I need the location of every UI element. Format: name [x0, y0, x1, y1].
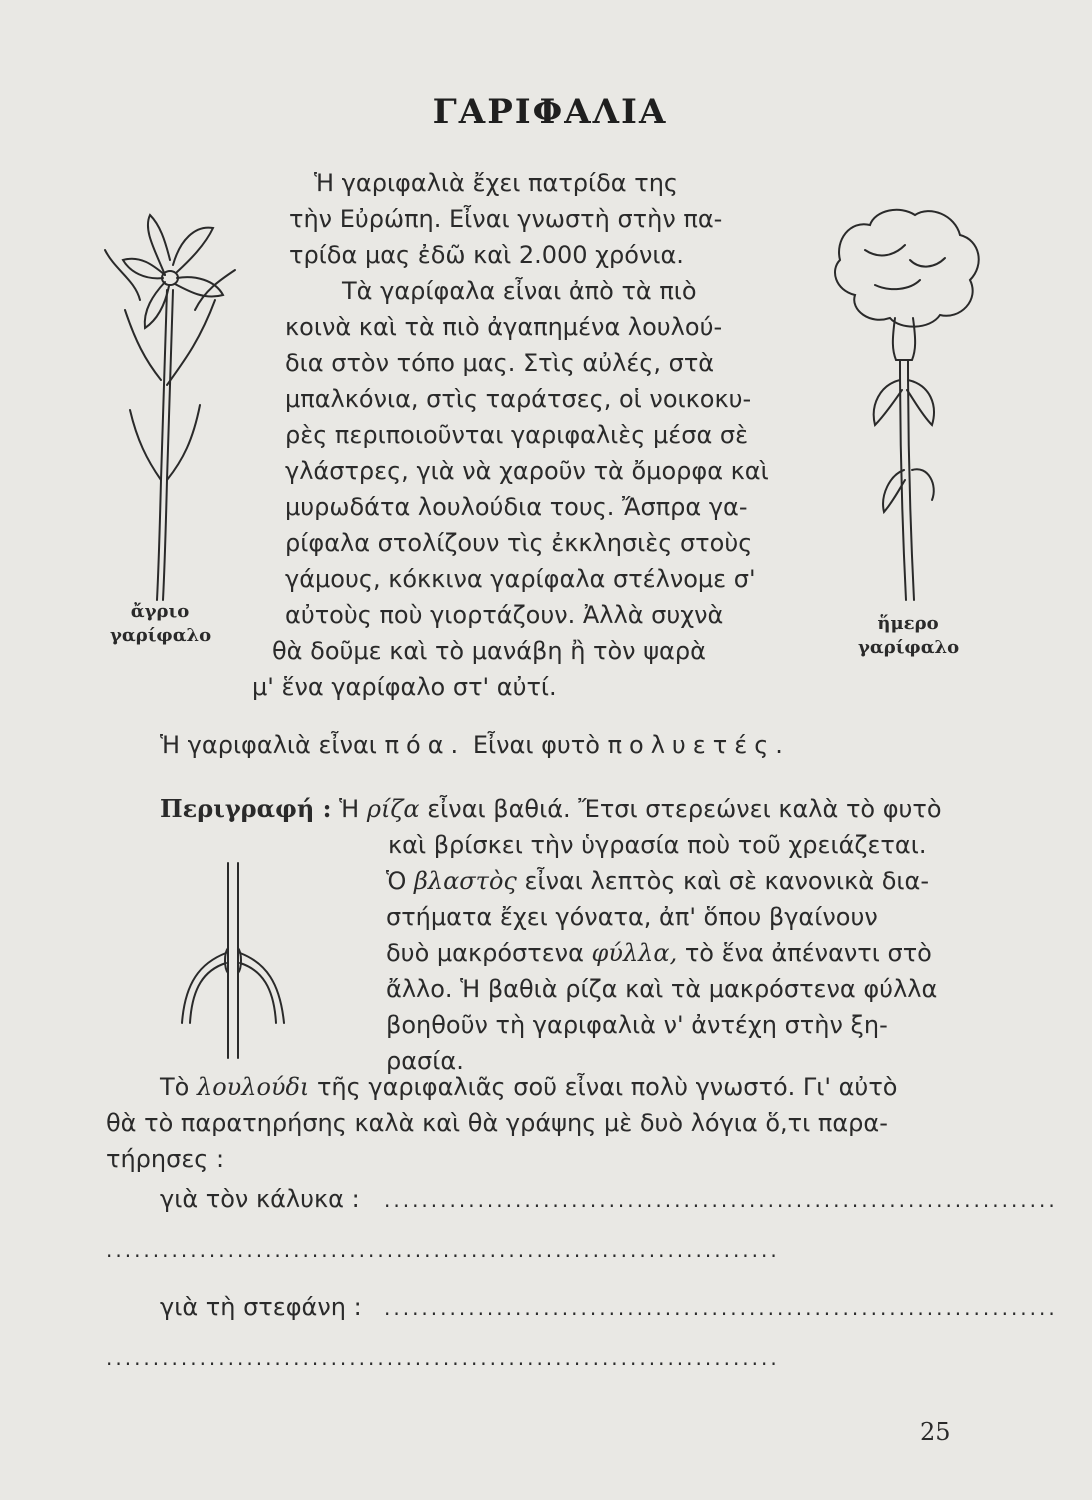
description-line-1: [160, 794, 942, 824]
intro-line: Τὰ γαρίφαλα εἶναι ἀπὸ τὰ πιὸ: [342, 277, 697, 305]
wild-carnation-illustration: [95, 180, 245, 620]
intro-line: θὰ δοῦμε καὶ τὸ μανάβη ἢ τὸν ψαρὰ: [272, 637, 706, 665]
description-text: τὸ ἕνα ἀπέναντι στὸ: [684, 939, 932, 967]
term-leaves: φύλλα,: [591, 939, 678, 967]
wild-caption-line2: γαρίφαλο: [110, 625, 212, 646]
calyx-answer-line[interactable]: ........................................................................: [384, 1188, 1058, 1212]
crown-label: γιὰ τὴ στεφάνη :: [160, 1293, 362, 1321]
calyx-answer-line-2[interactable]: ........................................................................: [106, 1238, 780, 1262]
description-line-3: [386, 866, 929, 896]
domestic-carnation-illustration: [820, 200, 990, 620]
plant-type-perennial: πολυετές.: [607, 731, 790, 759]
term-stem: βλαστὸς: [414, 867, 517, 895]
description-text: εἶναι λεπτὸς καὶ σὲ κανονικὰ δια-: [524, 867, 930, 895]
flower-text: Τὸ: [160, 1073, 190, 1101]
plant-type-prefix: Ἡ γαριφαλιὰ εἶναι: [160, 731, 377, 759]
description-line-5: [386, 938, 932, 968]
intro-line: γάμους, κόκκινα γαρίφαλα στέλνομε σ': [285, 565, 756, 593]
intro-line: μ' ἕνα γαρίφαλο στ' αὐτί.: [252, 673, 557, 701]
crown-answer-line-2[interactable]: ........................................................................: [106, 1346, 780, 1370]
description-line-7: βοηθοῦν τὴ γαριφαλιὰ ν' ἀντέχη στὴν ξη-: [386, 1011, 888, 1039]
term-flower: λουλούδι: [196, 1073, 310, 1101]
intro-line: μυρωδάτα λουλούδια τους. Ἄσπρα γα-: [285, 493, 748, 521]
description-label: Περιγραφή :: [160, 794, 332, 823]
crown-answer-line[interactable]: ........................................................................: [384, 1296, 1058, 1320]
intro-line: αὐτοὺς ποὺ γιορτάζουν. Ἀλλὰ συχνὰ: [285, 601, 724, 629]
description-text: δυὸ μακρόστενα: [386, 939, 584, 967]
flower-text: τῆς γαριφαλιᾶς σοῦ εἶναι πολὺ γνωστό. Γι' αὐτὸ: [316, 1073, 898, 1101]
wild-caption-line1: ἄγριο: [130, 601, 190, 622]
plant-type-mid: Εἶναι φυτὸ: [472, 731, 600, 759]
flower-line-1: [160, 1072, 897, 1102]
intro-line: κοινὰ καὶ τὰ πιὸ ἀγαπημένα λουλού-: [285, 313, 723, 341]
intro-line: τρίδα μας ἐδῶ καὶ 2.000 χρόνια.: [289, 241, 684, 269]
intro-line: δια στὸν τόπο μας. Στὶς αὐλές, στὰ: [285, 349, 715, 377]
domestic-caption-line1: ἥμερο: [877, 613, 939, 634]
intro-line: γλάστρες, γιὰ νὰ χαροῦν τὰ ὄμορφα καὶ: [285, 457, 769, 485]
wild-carnation-caption: [110, 600, 210, 648]
stem-node-illustration: [170, 858, 300, 1068]
description-line-4: στήματα ἔχει γόνατα, ἀπ' ὅπου βγαίνουν: [386, 903, 878, 931]
intro-line: ρίφαλα στολίζουν τὶς ἐκκλησιὲς στοὺς: [285, 529, 753, 557]
description-text: Ἡ: [339, 795, 360, 823]
domestic-carnation-caption: [858, 612, 958, 660]
description-text: εἶναι βαθιά. Ἔτσι στερεώνει καλὰ τὸ φυτὸ: [427, 795, 942, 823]
intro-line: Ἡ γαριφαλιὰ ἔχει πατρίδα της: [314, 169, 678, 197]
description-line-6: ἄλλο. Ἡ βαθιὰ ρίζα καὶ τὰ μακρόστενα φύλλα: [386, 975, 938, 1003]
plant-type-line: [160, 730, 790, 760]
page-title: ΓΑΡΙΦΑΛΙΑ: [432, 92, 668, 132]
description-line-2: καὶ βρίσκει τὴν ὑγρασία ποὺ τοῦ χρειάζεται.: [388, 831, 927, 859]
page-number: 25: [920, 1418, 951, 1446]
plant-type-poa: πόα.: [384, 731, 466, 759]
term-root: ρίζα: [366, 795, 420, 823]
intro-line: τὴν Εὐρώπη. Εἶναι γνωστὴ στὴν πα-: [289, 205, 723, 233]
intro-line: μπαλκόνια, στὶς ταράτσες, οἱ νοικοκυ-: [285, 385, 752, 413]
domestic-caption-line2: γαρίφαλο: [858, 637, 960, 658]
description-line-8: ρασία.: [386, 1047, 464, 1075]
calyx-label: γιὰ τὸν κάλυκα :: [160, 1185, 360, 1213]
description-text: Ὁ: [386, 867, 407, 895]
intro-line: ρὲς περιποιοῦνται γαριφαλιὲς μέσα σὲ: [285, 421, 749, 449]
flower-line-2: θὰ τὸ παρατηρήσης καλὰ καὶ θὰ γράψης μὲ δυὸ λόγια ὅ,τι παρα-: [106, 1109, 888, 1137]
flower-line-3: τήρησες :: [106, 1145, 225, 1173]
